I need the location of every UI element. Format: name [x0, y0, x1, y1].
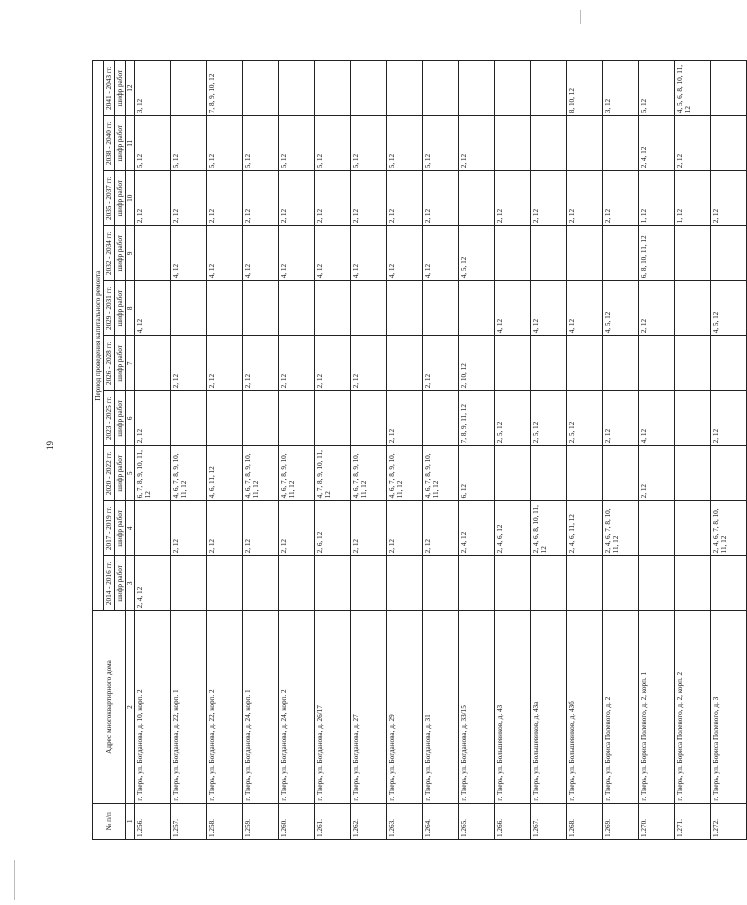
work-code-cell	[711, 61, 747, 116]
row-number: 1.263.	[387, 803, 423, 839]
row-number: 1.261.	[315, 803, 351, 839]
work-code-cell	[243, 61, 279, 116]
work-code-subheader: шифр работ	[115, 336, 126, 391]
address-cell: г. Тверь, ул. Бориса Полевого, д. 3	[711, 611, 747, 803]
work-code-cell: 4, 12	[495, 281, 531, 336]
work-code-cell	[495, 446, 531, 501]
work-code-cell	[495, 61, 531, 116]
row-number: 1.267.	[531, 803, 567, 839]
column-number: 6	[126, 391, 135, 446]
work-code-cell: 6, 8, 10, 11, 12	[639, 226, 675, 281]
row-number: 1.265.	[459, 803, 495, 839]
work-code-cell	[531, 61, 567, 116]
work-code-cell	[675, 336, 711, 391]
header-period-title: Период проведения капитального ремонта	[93, 61, 104, 611]
work-code-cell: 4, 12	[243, 226, 279, 281]
work-code-cell: 2, 12	[243, 501, 279, 556]
work-code-cell	[495, 336, 531, 391]
header-address: Адрес многоквартирного дома	[93, 611, 126, 803]
work-code-cell	[279, 556, 315, 611]
work-code-cell	[171, 281, 207, 336]
table-row	[243, 61, 279, 840]
work-code-cell	[603, 336, 639, 391]
work-code-cell: 2, 12	[243, 336, 279, 391]
work-code-cell	[315, 61, 351, 116]
address-cell: г. Тверь, ул. Бориса Полевого, д. 2, корп. 2	[675, 611, 711, 803]
work-code-cell	[243, 556, 279, 611]
row-number: 1.271.	[675, 803, 711, 839]
table-row	[423, 61, 459, 840]
work-code-cell: 4, 12	[171, 226, 207, 281]
work-code-cell: 5, 12	[639, 61, 675, 116]
table-row	[135, 61, 171, 840]
address-cell: г. Тверь, ул. Большевиков, д. 43	[495, 611, 531, 803]
work-code-cell: 4, 12	[423, 226, 459, 281]
table-row	[387, 61, 423, 840]
work-code-cell: 4, 12	[207, 226, 243, 281]
work-code-cell: 2, 4, 6, 7, 8, 10, 11, 12	[603, 501, 639, 556]
work-code-cell: 2, 4, 6, 12	[495, 501, 531, 556]
work-code-cell	[279, 391, 315, 446]
work-code-cell	[675, 391, 711, 446]
work-code-cell: 2, 12	[171, 336, 207, 391]
row-number: 1.258.	[207, 803, 243, 839]
row-number: 1.270.	[639, 803, 675, 839]
period-header: 2014 - 2016 гг.	[104, 556, 115, 611]
work-code-cell: 2, 12	[279, 501, 315, 556]
row-number: 1.272.	[711, 803, 747, 839]
work-code-cell: 4, 12	[351, 226, 387, 281]
address-cell: г. Тверь, ул. Богданова, д. 10, корп. 2	[135, 611, 171, 803]
work-code-cell: 4, 6, 7, 8, 9, 10, 11, 12	[279, 446, 315, 501]
period-header: 2026 - 2028 гг.	[104, 336, 115, 391]
work-code-cell: 2, 4, 6, 7, 8, 10, 11, 12	[711, 501, 747, 556]
work-code-cell	[135, 501, 171, 556]
work-code-cell	[171, 61, 207, 116]
scan-margin-mark	[14, 860, 15, 900]
work-code-cell: 4, 6, 7, 8, 9, 10, 11, 12	[351, 446, 387, 501]
work-code-cell	[207, 556, 243, 611]
work-code-cell	[603, 446, 639, 501]
period-header: 2035 - 2037 гг.	[104, 171, 115, 226]
table-row	[279, 61, 315, 840]
work-code-cell: 4, 6, 7, 8, 9, 10, 11, 12	[171, 446, 207, 501]
work-code-cell	[711, 336, 747, 391]
period-header: 2032 - 2034 гг.	[104, 226, 115, 281]
work-code-cell: 2, 12	[387, 501, 423, 556]
work-code-cell	[351, 281, 387, 336]
work-code-cell	[423, 391, 459, 446]
work-code-cell	[243, 391, 279, 446]
work-code-cell	[711, 556, 747, 611]
work-code-cell: 4, 5, 12	[603, 281, 639, 336]
work-code-cell: 6, 12	[459, 446, 495, 501]
address-cell: г. Тверь, ул. Богданова, д. 22, корп. 2	[207, 611, 243, 803]
work-code-cell	[675, 446, 711, 501]
work-code-cell: 2, 12	[387, 171, 423, 226]
work-code-cell	[567, 446, 603, 501]
address-cell: г. Тверь, ул. Богданова, д. 27	[351, 611, 387, 803]
work-code-cell: 4, 12	[387, 226, 423, 281]
work-code-cell: 5, 12	[243, 116, 279, 171]
work-code-cell: 2, 12	[459, 116, 495, 171]
table-row	[315, 61, 351, 840]
work-code-subheader: шифр работ	[115, 391, 126, 446]
work-code-cell	[387, 336, 423, 391]
work-code-cell: 2, 4, 12	[135, 556, 171, 611]
work-code-cell: 4, 6, 11, 12	[207, 446, 243, 501]
work-code-cell: 2, 12	[351, 336, 387, 391]
work-code-cell: 4, 12	[135, 281, 171, 336]
work-code-cell	[243, 281, 279, 336]
work-code-cell: 2, 12	[567, 171, 603, 226]
work-code-cell: 2, 12	[279, 336, 315, 391]
work-code-cell: 5, 12	[279, 116, 315, 171]
work-code-cell	[495, 116, 531, 171]
column-number-row	[126, 61, 135, 840]
column-number: 8	[126, 281, 135, 336]
table-row	[639, 61, 675, 840]
table-row	[603, 61, 639, 840]
work-code-subheader: шифр работ	[115, 226, 126, 281]
work-code-cell: 2, 12	[639, 281, 675, 336]
row-number: 1.262.	[351, 803, 387, 839]
work-code-cell	[135, 336, 171, 391]
work-code-cell	[675, 226, 711, 281]
work-code-cell	[387, 281, 423, 336]
work-code-cell	[495, 556, 531, 611]
work-code-cell	[351, 556, 387, 611]
row-number: 1.268.	[567, 803, 603, 839]
row-number: 1.266.	[495, 803, 531, 839]
work-code-cell	[639, 556, 675, 611]
row-number: 1.260.	[279, 803, 315, 839]
work-code-subheader: шифр работ	[115, 61, 126, 116]
address-cell: г. Тверь, ул. Бориса Полевого, д. 2	[603, 611, 639, 803]
table-row	[171, 61, 207, 840]
work-code-cell	[639, 501, 675, 556]
work-code-cell: 1, 12	[639, 171, 675, 226]
work-code-cell	[423, 61, 459, 116]
table-row	[711, 61, 747, 840]
work-code-cell	[135, 226, 171, 281]
table-row	[567, 61, 603, 840]
row-number: 1.264.	[423, 803, 459, 839]
work-code-cell: 2, 10, 12	[459, 336, 495, 391]
work-code-cell: 2, 12	[423, 171, 459, 226]
work-code-cell	[531, 446, 567, 501]
work-code-cell: 4, 5, 12	[459, 226, 495, 281]
work-code-cell: 4, 6, 7, 8, 9, 10, 11, 12	[243, 446, 279, 501]
work-code-subheader: шифр работ	[115, 501, 126, 556]
column-number: 1	[126, 803, 135, 839]
address-cell: г. Тверь, ул. Богданова, д. 26/17	[315, 611, 351, 803]
work-code-cell: 5, 12	[315, 116, 351, 171]
work-code-cell: 7, 8, 9, 11, 12	[459, 391, 495, 446]
row-number: 1.269.	[603, 803, 639, 839]
work-code-cell: 2, 12	[135, 171, 171, 226]
work-code-cell: 4, 5, 12	[711, 281, 747, 336]
work-code-cell	[315, 391, 351, 446]
address-cell: г. Тверь, ул. Богданова, д. 29	[387, 611, 423, 803]
work-code-cell: 4, 12	[639, 391, 675, 446]
work-code-cell	[567, 336, 603, 391]
work-code-subheader: шифр работ	[115, 446, 126, 501]
work-code-cell	[351, 391, 387, 446]
work-code-cell: 4, 12	[315, 226, 351, 281]
work-code-cell	[711, 116, 747, 171]
work-code-cell: 7, 8, 9, 10, 12	[207, 61, 243, 116]
work-code-cell: 8, 10, 12	[567, 61, 603, 116]
address-cell: г. Тверь, ул. Богданова, д. 22, корп. 1	[171, 611, 207, 803]
address-cell: г. Тверь, ул. Богданова, д. 33/15	[459, 611, 495, 803]
work-code-cell: 2, 12	[315, 336, 351, 391]
work-code-cell	[531, 226, 567, 281]
table-body	[135, 61, 747, 840]
period-header: 2017 - 2019 гг.	[104, 501, 115, 556]
work-code-subheader: шифр работ	[115, 116, 126, 171]
column-number: 4	[126, 501, 135, 556]
work-code-cell: 2, 5, 12	[531, 391, 567, 446]
work-code-cell: 2, 12	[423, 336, 459, 391]
work-code-cell: 2, 12	[603, 171, 639, 226]
work-code-cell	[459, 171, 495, 226]
work-code-cell: 2, 12	[351, 501, 387, 556]
work-code-cell	[315, 281, 351, 336]
work-code-cell: 3, 12	[135, 61, 171, 116]
row-number: 1.259.	[243, 803, 279, 839]
work-code-cell	[711, 446, 747, 501]
column-number: 3	[126, 556, 135, 611]
work-code-cell: 2, 12	[243, 171, 279, 226]
table-row	[675, 61, 711, 840]
work-code-cell: 5, 12	[207, 116, 243, 171]
work-code-cell: 2, 12	[207, 171, 243, 226]
work-code-cell: 2, 5, 12	[567, 391, 603, 446]
header-no: № п/п	[93, 803, 126, 839]
address-cell: г. Тверь, ул. Большевиков, д. 43б	[567, 611, 603, 803]
work-code-cell	[639, 336, 675, 391]
work-code-cell: 2, 12	[531, 171, 567, 226]
column-number: 10	[126, 171, 135, 226]
work-code-cell	[603, 556, 639, 611]
work-code-cell: 2, 12	[603, 391, 639, 446]
period-header: 2029 - 2031 гг.	[104, 281, 115, 336]
work-code-cell	[459, 61, 495, 116]
work-code-cell: 5, 12	[351, 116, 387, 171]
work-code-cell: 4, 12	[279, 226, 315, 281]
work-code-cell: 4, 7, 8, 9, 10, 11, 12	[315, 446, 351, 501]
row-number: 1.257.	[171, 803, 207, 839]
table-row	[459, 61, 495, 840]
column-number: 5	[126, 446, 135, 501]
work-code-cell: 3, 12	[603, 61, 639, 116]
work-code-cell	[423, 281, 459, 336]
work-code-cell	[495, 226, 531, 281]
work-code-cell: 1, 12	[675, 171, 711, 226]
work-code-cell	[567, 226, 603, 281]
work-code-cell	[351, 61, 387, 116]
work-code-cell: 2, 4, 6, 8, 10, 11, 12	[531, 501, 567, 556]
work-code-cell	[603, 116, 639, 171]
work-code-cell: 2, 12	[423, 501, 459, 556]
address-cell: г. Тверь, ул. Богданова, д. 24, корп. 2	[279, 611, 315, 803]
period-header: 2038 - 2040 гг.	[104, 116, 115, 171]
work-code-cell	[207, 281, 243, 336]
page-number: 19	[45, 441, 55, 450]
work-code-cell: 5, 12	[423, 116, 459, 171]
table-row	[495, 61, 531, 840]
work-code-cell: 2, 5, 12	[495, 391, 531, 446]
work-code-cell: 2, 12	[711, 391, 747, 446]
work-code-cell	[387, 556, 423, 611]
work-code-cell: 5, 12	[171, 116, 207, 171]
work-code-cell	[279, 61, 315, 116]
row-number: 1.256.	[135, 803, 171, 839]
work-code-cell: 2, 12	[351, 171, 387, 226]
table-row	[531, 61, 567, 840]
work-code-cell: 2, 12	[387, 391, 423, 446]
period-header: 2020 - 2022 гг.	[104, 446, 115, 501]
work-code-cell: 5, 12	[387, 116, 423, 171]
work-code-subheader: шифр работ	[115, 556, 126, 611]
address-cell: г. Тверь, ул. Богданова, д. 24, корп. 1	[243, 611, 279, 803]
work-code-cell: 2, 12	[639, 446, 675, 501]
column-number: 7	[126, 336, 135, 391]
work-code-cell: 6, 7, 8, 9, 10, 11, 12	[135, 446, 171, 501]
work-code-cell: 2, 12	[711, 171, 747, 226]
period-header: 2023 - 2025 гг.	[104, 391, 115, 446]
work-code-cell	[171, 556, 207, 611]
work-code-cell: 2, 4, 6, 11, 12	[567, 501, 603, 556]
work-code-cell	[531, 336, 567, 391]
period-header: 2041 - 2043 гг.	[104, 61, 115, 116]
work-code-cell: 2, 6, 12	[315, 501, 351, 556]
work-code-cell: 4, 5, 6, 8, 10, 11, 12	[675, 61, 711, 116]
work-code-cell	[315, 556, 351, 611]
work-code-cell: 2, 12	[315, 171, 351, 226]
work-code-cell	[531, 556, 567, 611]
work-code-cell: 2, 4, 12	[459, 501, 495, 556]
work-code-cell	[567, 556, 603, 611]
work-code-cell: 2, 12	[675, 116, 711, 171]
work-code-cell: 2, 12	[171, 501, 207, 556]
work-code-cell	[387, 61, 423, 116]
scan-margin-mark	[580, 10, 581, 24]
work-code-cell: 4, 12	[531, 281, 567, 336]
column-number: 2	[126, 611, 135, 803]
address-cell: г. Тверь, ул. Бориса Полевого, д. 2, корп. 1	[639, 611, 675, 803]
work-code-cell	[279, 281, 315, 336]
work-code-cell: 4, 6, 7, 8, 9, 10, 11, 12	[423, 446, 459, 501]
work-code-subheader: шифр работ	[115, 171, 126, 226]
work-code-cell: 4, 12	[567, 281, 603, 336]
column-number: 12	[126, 61, 135, 116]
address-cell: г. Тверь, ул. Богданова, д. 31	[423, 611, 459, 803]
work-code-cell: 2, 12	[207, 501, 243, 556]
work-code-cell: 2, 4, 12	[639, 116, 675, 171]
work-code-cell	[711, 226, 747, 281]
work-code-cell	[567, 116, 603, 171]
work-code-cell	[459, 281, 495, 336]
work-code-cell: 2, 12	[171, 171, 207, 226]
work-code-cell: 2, 12	[207, 336, 243, 391]
repair-schedule-table	[92, 60, 747, 840]
work-code-cell	[603, 226, 639, 281]
work-code-cell	[423, 556, 459, 611]
work-code-cell	[171, 391, 207, 446]
work-code-cell: 2, 12	[495, 171, 531, 226]
table-row	[351, 61, 387, 840]
work-code-cell	[675, 556, 711, 611]
work-code-cell: 5, 12	[135, 116, 171, 171]
column-number: 11	[126, 116, 135, 171]
address-cell: г. Тверь, ул. Большевиков, д. 43а	[531, 611, 567, 803]
work-code-cell	[675, 501, 711, 556]
rotated-table-container	[92, 60, 729, 840]
work-code-subheader: шифр работ	[115, 281, 126, 336]
work-code-cell: 2, 12	[135, 391, 171, 446]
work-code-cell	[207, 391, 243, 446]
table-row	[207, 61, 243, 840]
work-code-cell: 2, 12	[279, 171, 315, 226]
work-code-cell	[459, 556, 495, 611]
work-code-cell	[675, 281, 711, 336]
column-number: 9	[126, 226, 135, 281]
work-code-cell	[531, 116, 567, 171]
work-code-cell: 4, 6, 7, 8, 9, 10, 11, 12	[387, 446, 423, 501]
